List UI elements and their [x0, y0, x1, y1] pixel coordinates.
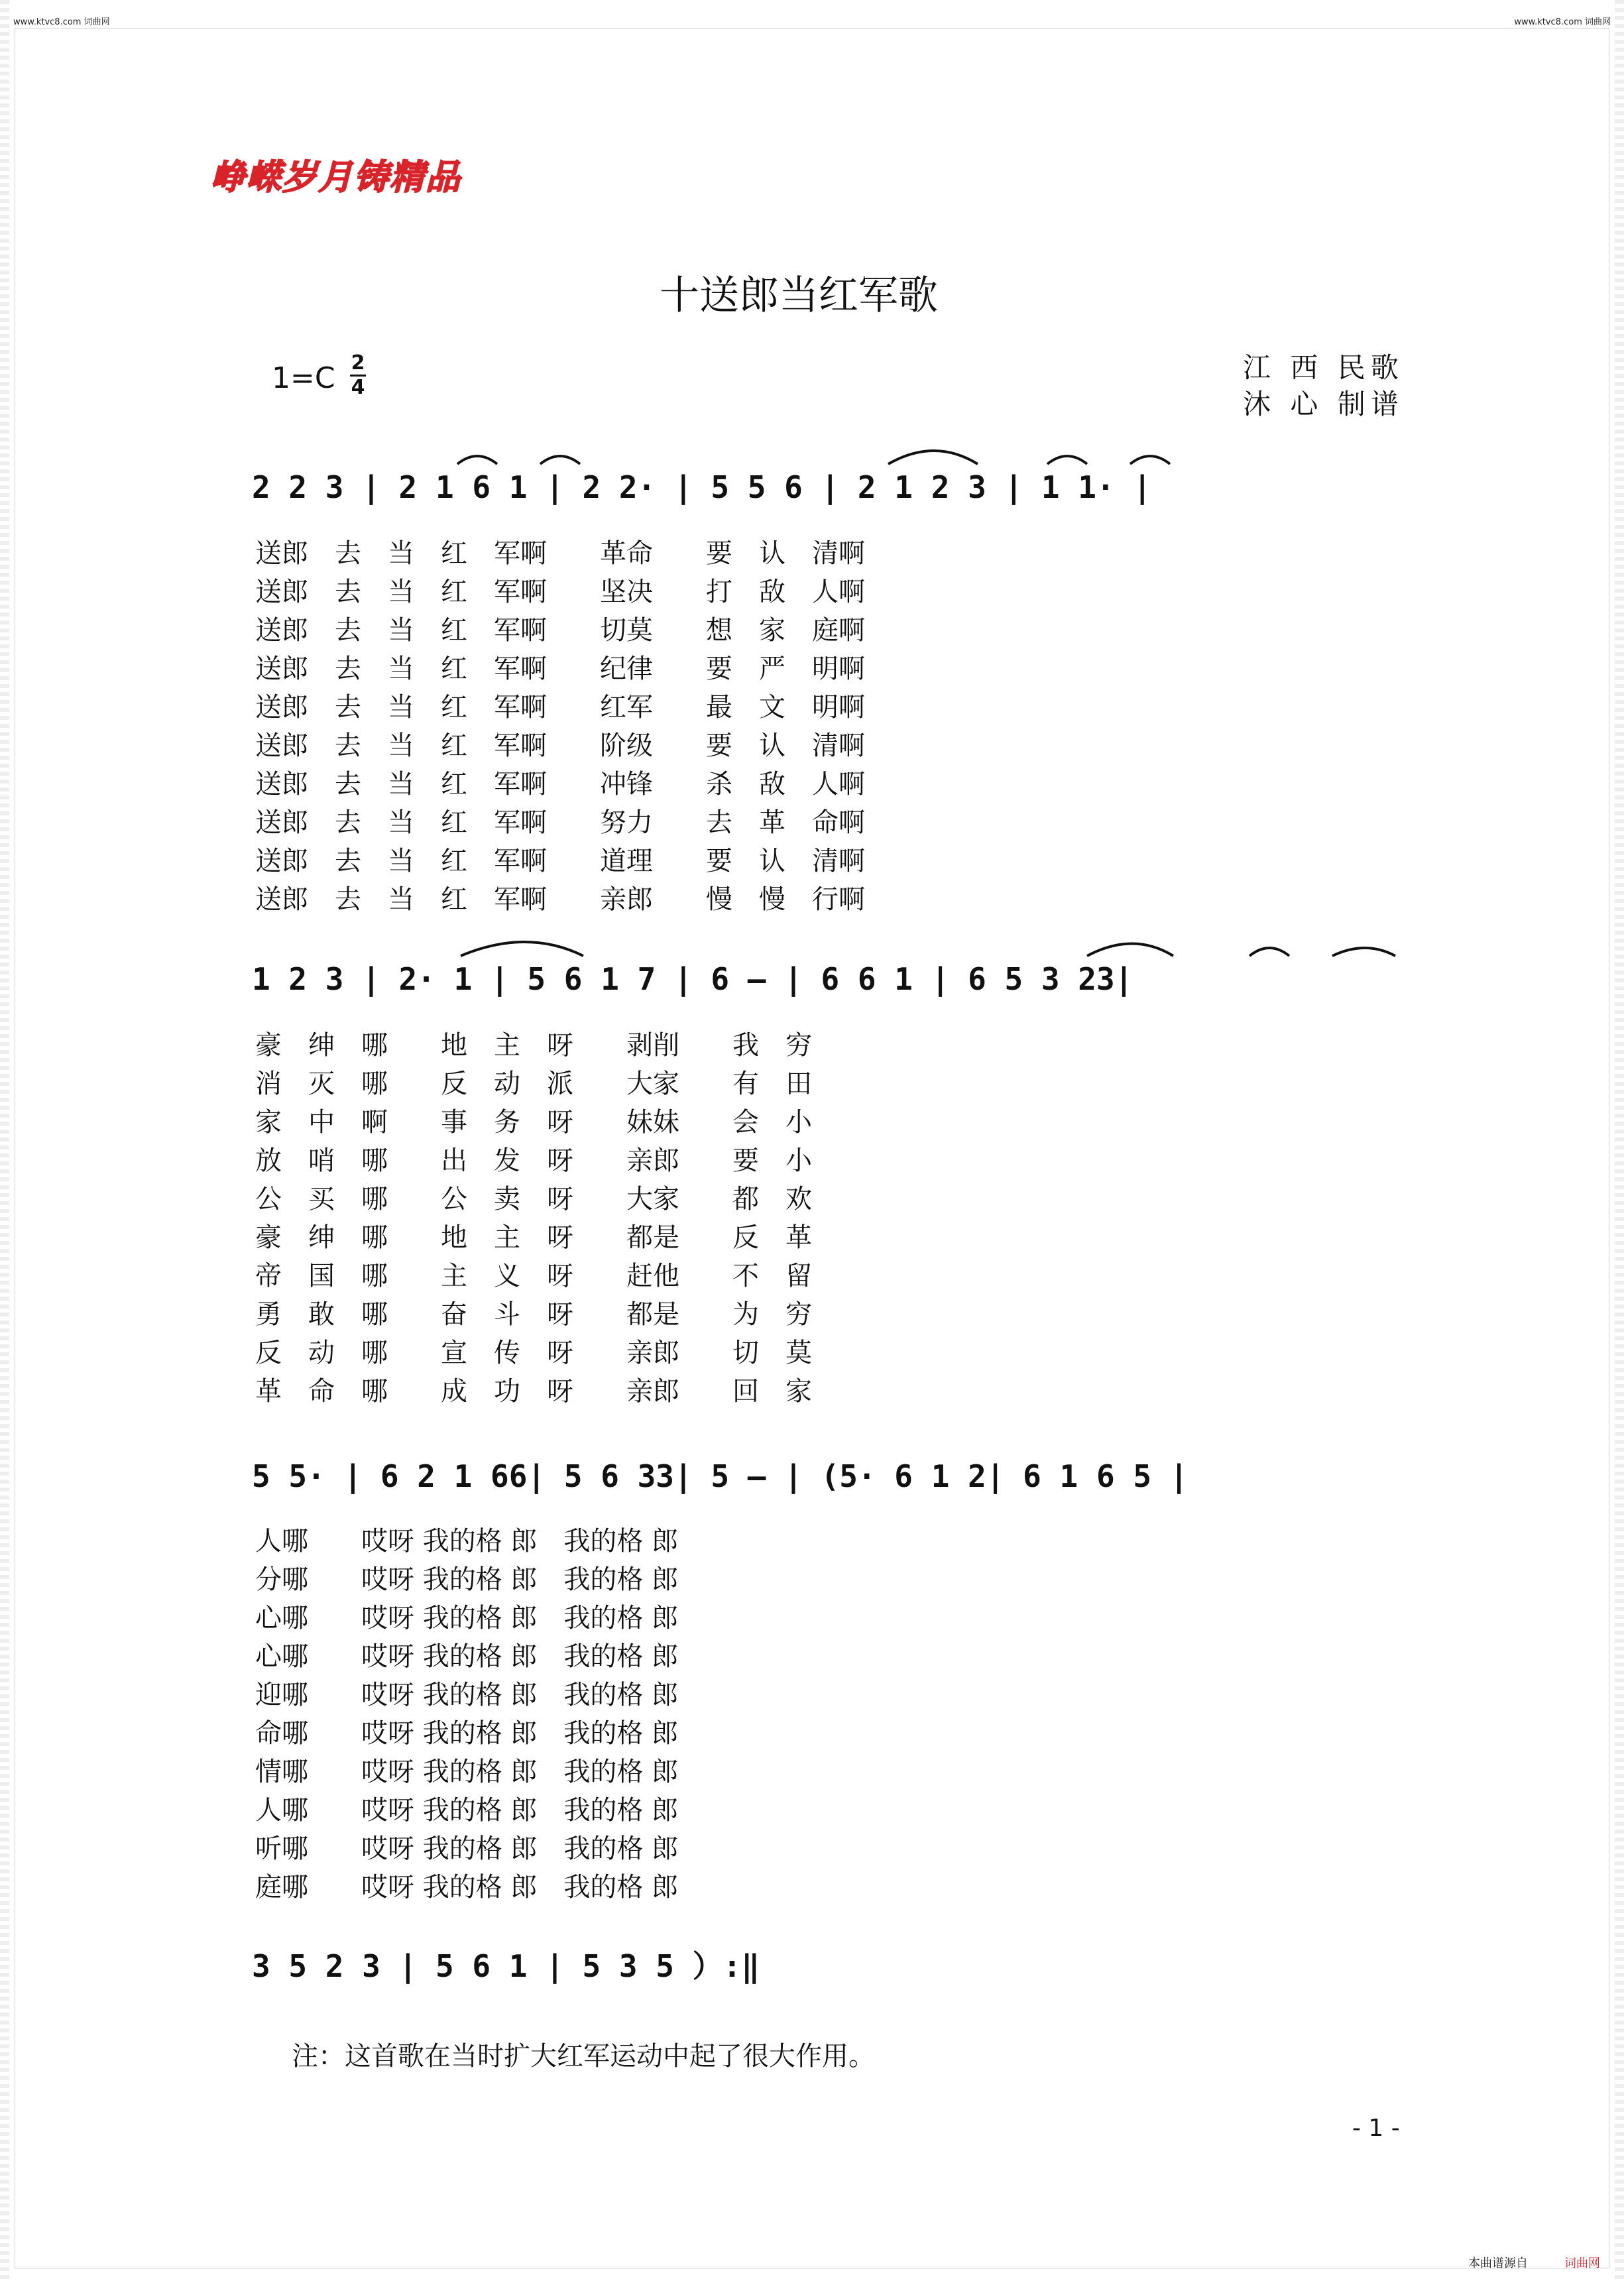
lyric-line: 送郎 去 当 红 军啊 纪律 要 严 明啊	[255, 654, 865, 684]
song-title: 十送郎当红军歌	[660, 272, 938, 319]
lyric-line: 送郎 去 当 红 军啊 努力 去 革 命啊	[255, 807, 865, 838]
lyric-line: 家 中 啊 事 务 呀 妹妹 会 小	[255, 1107, 812, 1138]
lyric-line: 心哪 哎呀 我的格 郎 我的格 郎	[255, 1641, 679, 1672]
meter-bottom: 4	[351, 376, 365, 399]
lyric-line: 公 买 哪 公 卖 呀 大家 都 欢	[255, 1184, 812, 1214]
credit-arranger: 沐 心 制谱	[1243, 388, 1404, 420]
footnote: 注：这首歌在当时扩大红军运动中起了很大作用。	[292, 2041, 875, 2072]
slur	[1249, 948, 1289, 956]
lyric-line: 革 命 哪 成 功 呀 亲郎 回 家	[255, 1376, 812, 1407]
lyric-line: 听哪 哎呀 我的格 郎 我的格 郎	[255, 1834, 679, 1864]
lyric-line: 勇 敢 哪 奋 斗 呀 都是 为 穷	[255, 1299, 812, 1330]
score-system-1: 2 2 3 | 2 1 6 1 | 2 2· | 5 5 6 | 2 1 2 3 | 1 1· |	[252, 469, 1152, 505]
slur	[540, 456, 580, 464]
credit-origin: 江 西 民歌	[1243, 351, 1404, 384]
slur	[1047, 456, 1087, 464]
lyric-line: 消 灭 哪 反 动 派 大家 有 田	[255, 1069, 812, 1099]
watermark-bottom-left: 本曲谱源自	[1468, 2256, 1528, 2270]
meter-top: 2	[351, 351, 365, 375]
lyric-line: 人哪 哎呀 我的格 郎 我的格 郎	[255, 1795, 679, 1826]
lyric-line: 帝 国 哪 主 义 呀 赶他 不 留	[255, 1261, 812, 1291]
key-signature: 1=C	[272, 361, 335, 395]
logo-slogan: 峥嵘岁月铸精品	[211, 158, 462, 198]
watermark-top-right: www.ktvc8.com 词曲网	[1514, 17, 1611, 27]
page-number: - 1 -	[1352, 2115, 1400, 2142]
lyric-line: 放 哨 哪 出 发 呀 亲郎 要 小	[255, 1145, 812, 1176]
lyric-line: 送郎 去 当 红 军啊 切莫 想 家 庭啊	[255, 615, 865, 646]
lyric-line: 迎哪 哎呀 我的格 郎 我的格 郎	[255, 1680, 679, 1710]
lyric-line: 命哪 哎呀 我的格 郎 我的格 郎	[255, 1718, 679, 1749]
lyric-line: 情哪 哎呀 我的格 郎 我的格 郎	[255, 1757, 679, 1787]
slur	[1130, 456, 1170, 464]
lyric-line: 送郎 去 当 红 军啊 坚决 打 敌 人啊	[255, 577, 865, 607]
score-system-2: 1 2 3 | 2· 1 | 5 6 1 7 | 6 – | 6 6 1 | 6 5 3 23|	[252, 961, 1133, 997]
lyric-line: 心哪 哎呀 我的格 郎 我的格 郎	[255, 1603, 679, 1633]
watermark-top-left: www.ktvc8.com 词曲网	[13, 17, 110, 27]
slur	[1332, 948, 1395, 956]
score-system-4: 3 5 2 3 | 5 6 1 | 5 3 5 ）:‖	[252, 1948, 760, 1984]
lyric-line: 豪 绅 哪 地 主 呀 都是 反 革	[255, 1222, 812, 1253]
lyric-line: 送郎 去 当 红 军啊 阶级 要 认 清啊	[255, 731, 865, 761]
lyric-line: 送郎 去 当 红 军啊 革命 要 认 清啊	[255, 538, 865, 569]
lyric-line: 送郎 去 当 红 军啊 亲郎 慢 慢 行啊	[255, 884, 865, 915]
lyric-line: 送郎 去 当 红 军啊 红军 最 文 明啊	[255, 692, 865, 723]
lyric-line: 豪 绅 哪 地 主 呀 剥削 我 穷	[255, 1030, 812, 1061]
lyric-line: 送郎 去 当 红 军啊 道理 要 认 清啊	[255, 846, 865, 876]
slur	[461, 942, 583, 956]
score-system-3: 5 5· | 6 2 1 66| 5 6 33| 5 – | (5· 6 1 2| 6 1 6 5 |	[252, 1458, 1189, 1494]
slur	[888, 451, 978, 464]
slur	[457, 456, 497, 464]
lyric-line: 送郎 去 当 红 军啊 冲锋 杀 敌 人啊	[255, 769, 865, 799]
lyric-line: 人哪 哎呀 我的格 郎 我的格 郎	[255, 1526, 679, 1556]
lyric-line: 分哪 哎呀 我的格 郎 我的格 郎	[255, 1564, 679, 1595]
lyric-line: 反 动 哪 宣 传 呀 亲郎 切 莫	[255, 1338, 812, 1368]
slur	[1087, 944, 1173, 957]
watermark-bottom-right: 词曲网	[1564, 2256, 1600, 2270]
lyric-line: 庭哪 哎呀 我的格 郎 我的格 郎	[255, 1872, 679, 1903]
